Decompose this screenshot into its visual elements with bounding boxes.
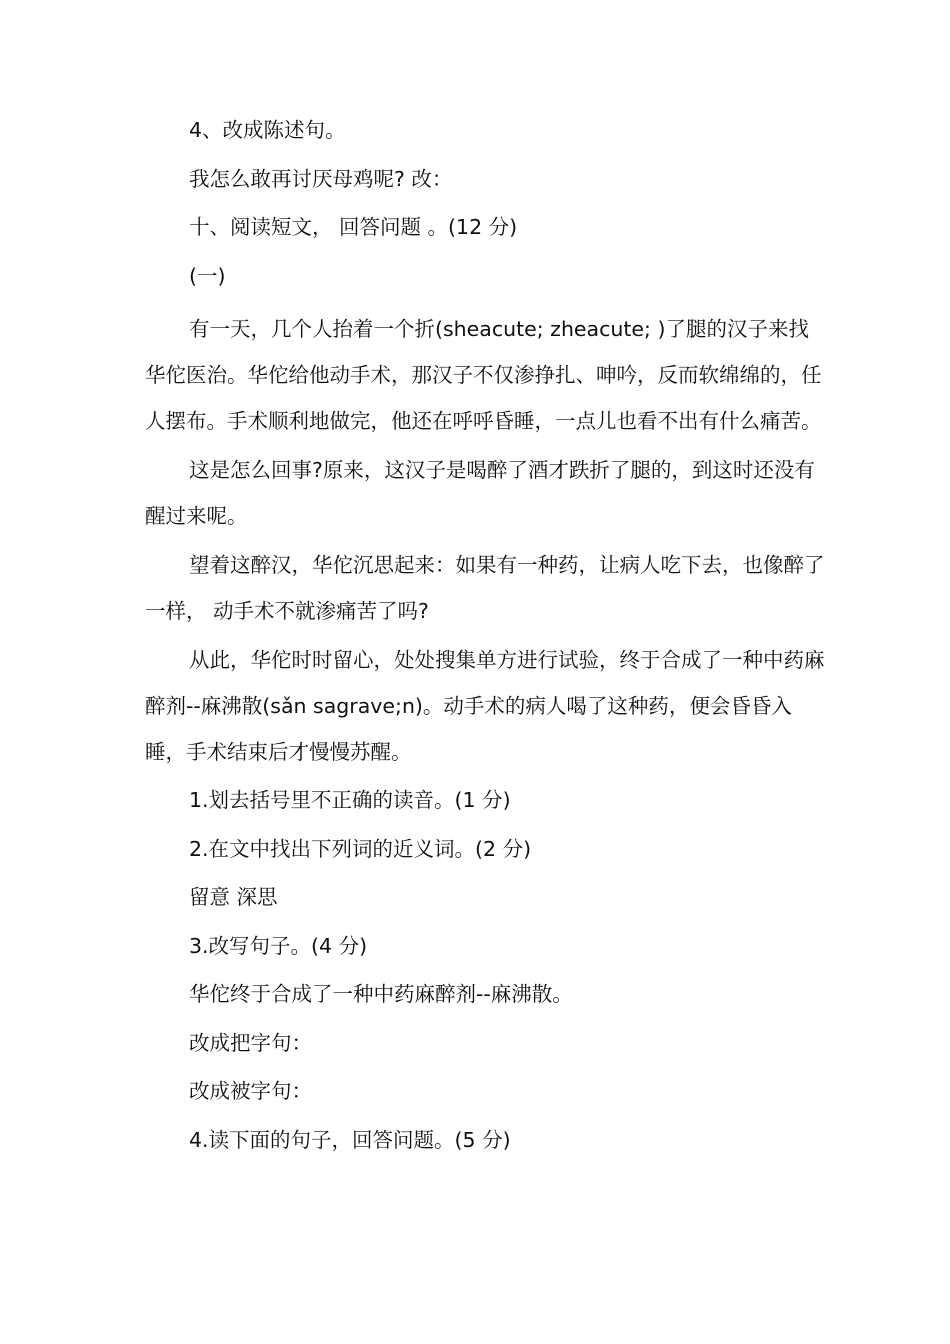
question-3: 3.改写句子。(4 分) [189, 933, 368, 958]
exercise-4-heading: 4、改成陈述句。 [189, 118, 346, 142]
passage-paragraph-1: 有一天，几个人抬着一个折(sheacute; zheacute; )了腿的汉子来找华佗医治。华佗给他动手术，那汉子不仅渗挣扎、呻吟，反而软绵绵的，任人摆布。手术顺利地做完，他还在呼呼昏睡，一点儿也看不出有什么痛苦。 [145, 317, 822, 433]
passage-paragraph-2: 这是怎么回事?原来，这汉子是喝醉了酒才跌折了腿的，到这时还没有醒过来呢。 [145, 458, 815, 528]
question-2-words: 留意 深思 [189, 885, 278, 909]
question-3-ba-sentence: 改成把字句： [189, 1030, 312, 1055]
exercise-4-sentence: 我怎么敢再讨厌母鸡呢? 改： [189, 166, 453, 191]
passage-1-label: (一) [189, 263, 226, 288]
question-1: 1.划去括号里不正确的读音。(1 分) [189, 788, 511, 812]
question-3-bei-sentence: 改成被字句： [189, 1079, 312, 1103]
question-4: 4.读下面的句子，回答问题。(5 分) [189, 1127, 511, 1152]
document-body [145, 116, 825, 1174]
passage-paragraph-4: 从此，华佗时时留心，处处搜集单方进行试验，终于合成了一种中药麻醉剂--麻沸散(sǎn sagrave;n)。动手术的病人喝了这种药，便会昏昏入睡，手术结束后才慢慢苏醒。 [145, 648, 825, 764]
section-10-heading: 十、阅读短文， 回答问题 。(12 分) [189, 215, 518, 239]
question-2: 2.在文中找出下列词的近义词。(2 分) [189, 836, 532, 861]
question-3-sentence: 华佗终于合成了一种中药麻醉剂--麻沸散。 [189, 982, 573, 1006]
passage-paragraph-3: 望着这醉汉，华佗沉思起来：如果有一种药，让病人吃下去，也像醉了一样， 动手术不就渗痛苦了吗? [145, 553, 825, 623]
